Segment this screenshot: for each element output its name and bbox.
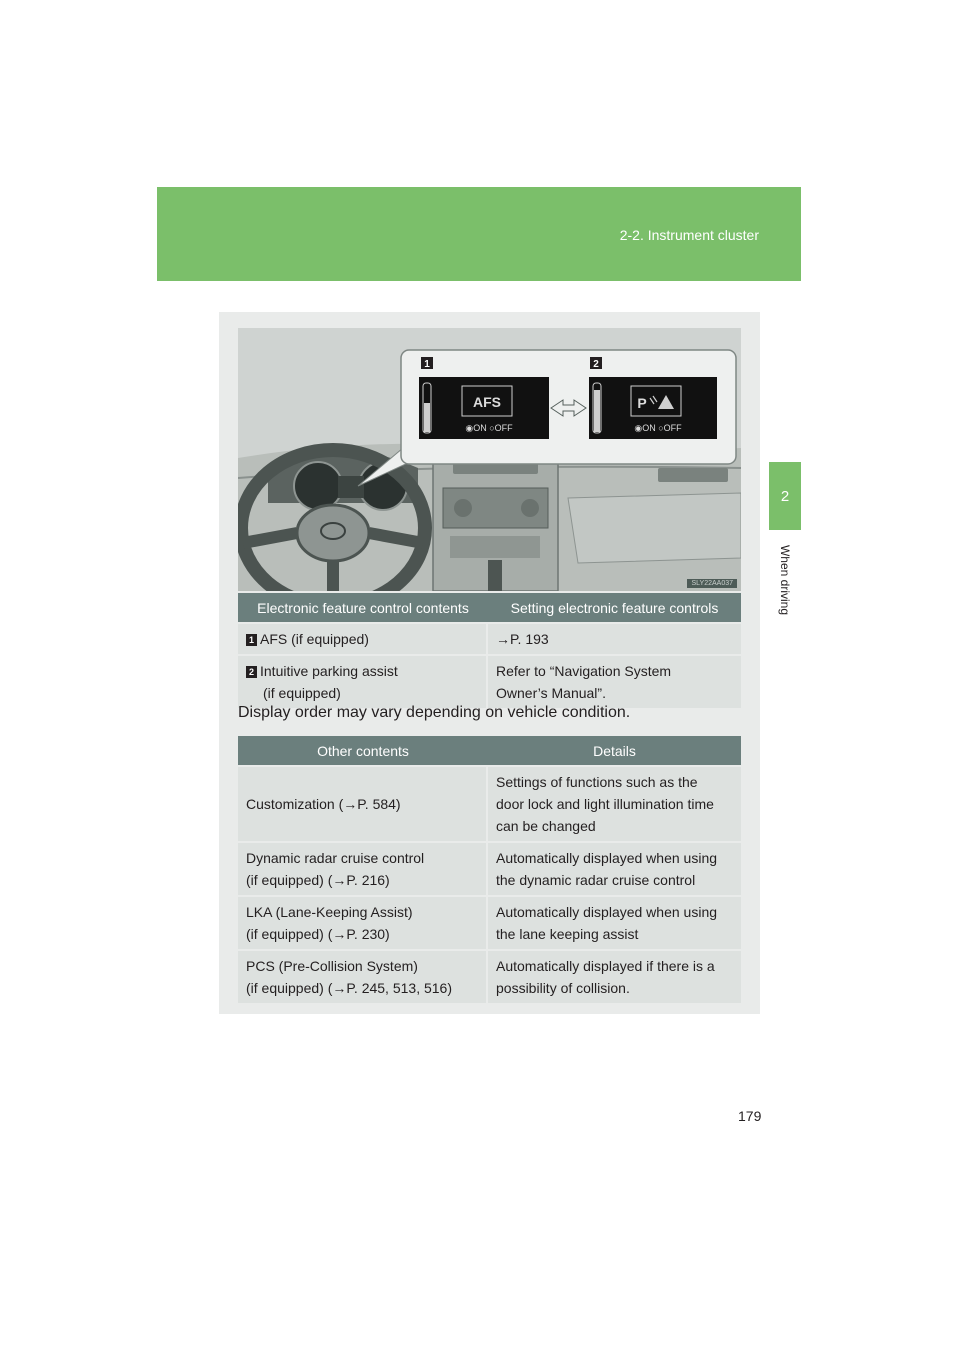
page-number: 179 — [738, 1108, 762, 1124]
other-row-label-cont: (if equipped) (→P. 245, 513, 516) — [246, 980, 452, 996]
other-header-details: Details — [488, 736, 741, 765]
feature-header-settings: Setting electronic feature controls — [488, 593, 741, 622]
other-row-details — [488, 897, 741, 949]
other-table-header — [238, 736, 741, 765]
figure-code: SLY22AA037 — [687, 579, 737, 588]
afs-display-label: AFS — [473, 394, 501, 410]
other-row-details — [488, 843, 741, 895]
other-header-contents: Other contents — [238, 736, 488, 765]
feature-table-header — [238, 593, 741, 622]
feature-row-label: Intuitive parking assist — [260, 663, 398, 679]
header-band — [157, 187, 801, 281]
feature-row-label-cont: (if equipped) — [263, 685, 341, 701]
other-row-details-text: Automatically displayed when using — [496, 904, 718, 920]
other-row-content — [238, 951, 488, 1003]
other-row-details-text: Automatically displayed when using — [496, 850, 718, 866]
table-row — [238, 951, 741, 1003]
table-row — [238, 843, 741, 895]
dashboard-drawing — [238, 328, 741, 591]
feature-row-setting-text: →P. 193 — [496, 631, 549, 647]
callout-number-1: 1 — [424, 359, 430, 370]
other-row-details-text-cont: can be changed — [496, 818, 596, 834]
feature-row-content — [238, 624, 488, 654]
other-row-details-text: Settings of functions such as the — [496, 774, 698, 790]
other-row-details-text-cont: the lane keeping assist — [496, 926, 639, 942]
other-row-content — [238, 767, 488, 841]
other-row-details-text: Automatically displayed if there is a — [496, 958, 715, 974]
dashboard-illustration — [238, 328, 741, 591]
other-row-details-text-cont: door lock and light illumination time — [496, 796, 714, 812]
feature-row-content — [238, 656, 488, 708]
other-row-label: Dynamic radar cruise control — [246, 850, 425, 866]
feature-row-label: AFS (if equipped) — [260, 631, 369, 647]
feature-row-setting — [488, 656, 741, 708]
parking-display-label: P — [637, 395, 647, 411]
other-row-content — [238, 843, 488, 895]
feature-table — [238, 591, 741, 710]
other-row-label: Customization (→P. 584) — [246, 796, 401, 812]
feature-row-setting-text-cont: Owner’s Manual”. — [496, 685, 606, 701]
other-row-label-cont: (if equipped) (→P. 230) — [246, 926, 390, 942]
afs-display-options: ◉ON ○OFF — [465, 423, 513, 433]
other-row-details — [488, 951, 741, 1003]
other-row-label: LKA (Lane-Keeping Assist) — [246, 904, 413, 920]
chapter-label: When driving — [778, 544, 792, 616]
other-row-details-text-cont: possibility of collision. — [496, 980, 630, 996]
table-row — [238, 656, 741, 708]
display-order-note: Display order may vary depending on vehicle condition. — [238, 704, 631, 721]
row-number-badge: 1 — [246, 634, 257, 646]
table-row — [238, 767, 741, 841]
row-number-badge: 2 — [246, 666, 257, 678]
other-row-details — [488, 767, 741, 841]
feature-row-setting — [488, 624, 741, 654]
other-row-label-cont: (if equipped) (→P. 216) — [246, 872, 390, 888]
table-row — [238, 624, 741, 654]
chapter-tab: 2 — [769, 462, 801, 530]
section-title: 2-2. Instrument cluster — [619, 227, 759, 243]
other-row-label: PCS (Pre-Collision System) — [246, 958, 418, 974]
parking-display-options: ◉ON ○OFF — [634, 423, 682, 433]
feature-row-setting-text: Refer to “Navigation System — [496, 663, 672, 679]
callout-number-2: 2 — [593, 359, 599, 370]
other-row-content — [238, 897, 488, 949]
table-row — [238, 897, 741, 949]
feature-header-contents: Electronic feature control contents — [238, 593, 488, 622]
other-contents-table — [238, 734, 741, 1005]
other-row-details-text-cont: the dynamic radar cruise control — [496, 872, 696, 888]
